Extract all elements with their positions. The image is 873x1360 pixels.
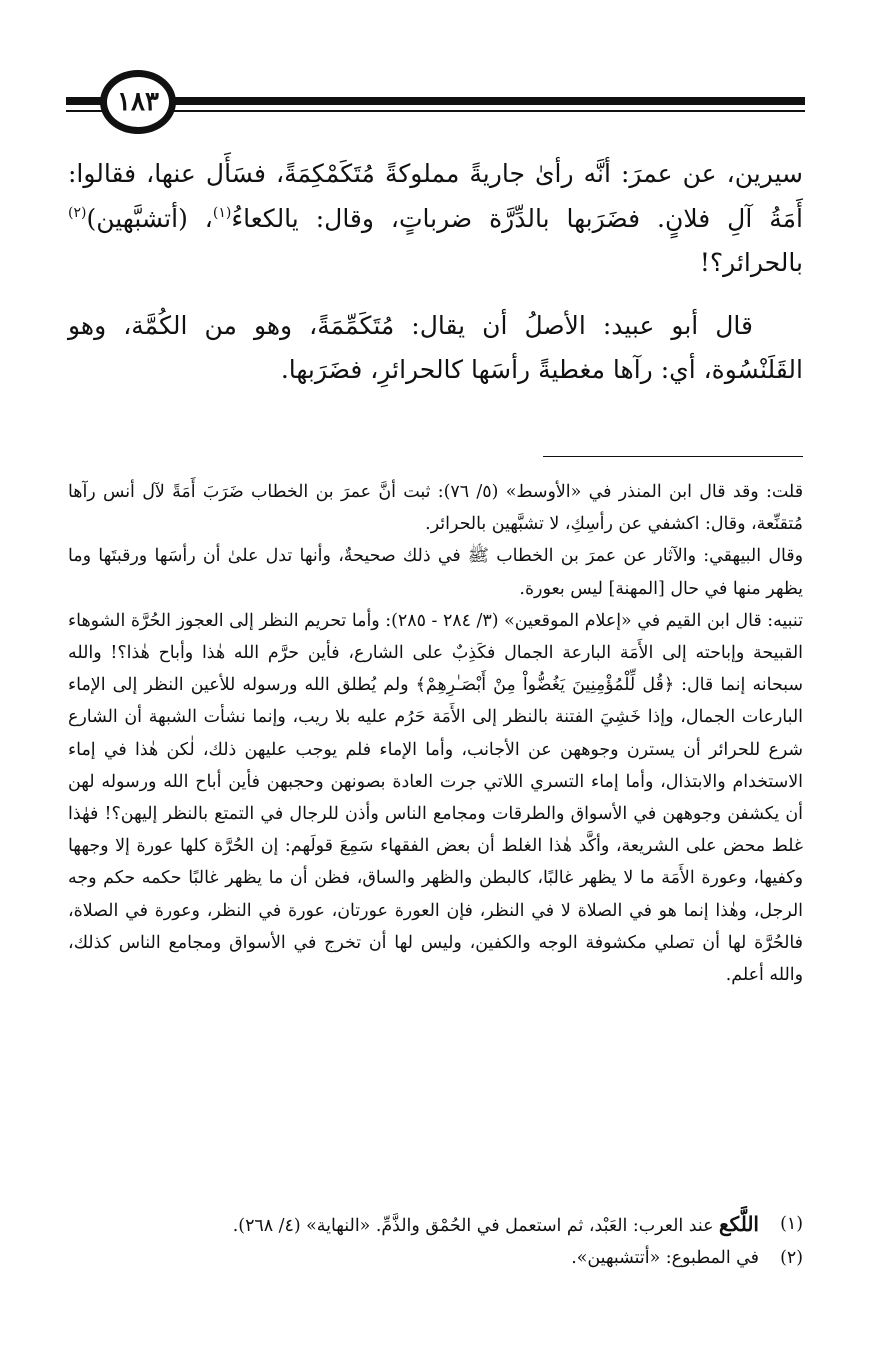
main-text-segment: بالحرائر؟!	[699, 248, 803, 277]
commentary-notes	[68, 476, 803, 991]
footnote-ref-2[interactable]: (٢)	[68, 204, 87, 221]
footnote-text	[233, 1208, 759, 1242]
note-paragraph: قلت: وقد قال ابن المنذر في «الأوسط» (٥/ ٧٦): ثبت أنَّ عمرَ بن الخطاب ضَرَبَ أَمَةً لآل أنس رآها مُتقنِّعة، وقال: اكشفي عن رأسِكِ، لا تشبَّهين بالحرائر.	[68, 482, 804, 535]
page-number-badge	[100, 70, 176, 134]
main-paragraph	[68, 152, 803, 286]
main-paragraph: قال أبو عبيد: الأصلُ أن يقال: مُتَكَمِّمَةً، وهو من الكُمَّة، وهو القَلَنْسُوة، أي: رآها مغطيةً رأسَها كالحرائرِ، فضَرَبها.	[68, 310, 803, 384]
footnote-number: (٢)	[780, 1248, 803, 1268]
main-text-segment: سيرين، عن عمرَ: أنَّه رأىٰ جاريةً مملوكةً مُتَكَمْكِمَةً، فسَأَل عنها، فقالوا: أَمَةُ آلِ فلانٍ. فضَرَبها بالدِّرَّة ضرباتٍ، وقال: يالكعاءُ	[68, 159, 803, 233]
footnote-2	[68, 1242, 803, 1274]
page-number: ١٨٣	[117, 87, 159, 117]
footnote-body: عند العرب: العَبْد، ثم استعمل في الحُمْق والذَّمِّ. «النهاية» (٤/ ٢٦٨).	[232, 1216, 720, 1236]
note-paragraph: وقال البيهقي: والآثار عن عمرَ بن الخطاب ﷺ في ذلك صحيحةٌ، وأنها تدل علىٰ أن رأسَها ورقبتَها وما يظهر منها في حال [المهنة] ليس بعورة.	[68, 546, 803, 599]
footnote-1	[68, 1208, 803, 1242]
footnote-text: في المطبوع: «أتتشبهين».	[571, 1248, 759, 1268]
footnotes	[68, 1208, 803, 1274]
main-text	[68, 152, 803, 393]
main-text-segment: ، (أتشبَّهين)	[86, 203, 213, 233]
footnote-keyword: اللَّكع	[719, 1212, 759, 1236]
header-rule-thin	[100, 110, 805, 112]
notes-separator	[543, 456, 803, 457]
footnote-ref-1[interactable]: (١)	[212, 204, 232, 221]
header-rule-thick	[100, 97, 805, 105]
footnote-number: (١)	[780, 1214, 803, 1234]
note-paragraph: تنبيه: قال ابن القيم في «إعلام الموقعين» (٣/ ٢٨٤ - ٢٨٥): وأما تحريم النظر إلى العجوز الحُرَّة الشوهاء القبيحة وإباحته إلى الأَمَة البارعة الجمال فكَذِبٌ على الشارع، فأين حرَّم الله هٰذا وأباح هٰذا؟! والله سبحانه إنما قال: ﴿قُل لِّلْمُؤْمِنِينَ يَغُضُّواْ مِنْ أَبْصَـٰرِهِمْ﴾ ولم يُطلق الله ورسوله للأعين النظر إلى الإماء البارعات الجمال، وإذا خَشِيَ الفتنة بالنظر إلى الأَمَة حَرُم عليه بلا ريب، وإنما نشأت الشبهة أن الشارع شرع للحرائر أن يسترن وجوههن عن الأجانب، وأما الإماء فلم يوجب عليهن ذلك، لٰكن هٰذا في إماء الاستخدام والابتذال، وأما إماء التسري اللاتي جرت العادة بصونهن وحجبهن فأين أباح الله ورسوله لهن أن يكشفن وجوههن في الأسواق والطرقات ومجامع الناس وأذن للرجال في التمتع بالنظر إليهن؟! فهٰذا غلط محض على الشريعة، وأكَّد هٰذا الغلط أن بعض الفقهاء سَمِعَ قولَهم: إن الحُرَّة كلها عورة إلا وجهها وكفيها، وعورة الأَمَة ما لا يظهر غالبًا، كالبطن والظهر والساق، فظن أن ما يظهر غالبًا حكمه حكم وجه الرجل، وهٰذا إنما هو في الصلاة لا في النظر، فإن العورة عورتان، عورة في النظر، وعورة في الصلاة، فالحُرَّة لها أن تصلي مكشوفة الوجه والكفين، وليس لها أن تخرج في الأسواق ومجامع الناس كذلك، والله أعلم.	[68, 610, 804, 986]
